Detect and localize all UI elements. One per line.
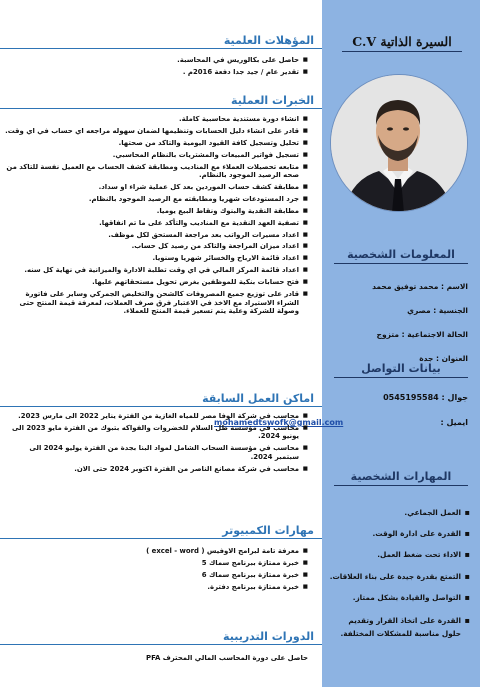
email-label: ايميل : — [440, 418, 468, 427]
personal-address: العنوان : جدة — [419, 354, 468, 363]
list-item: ■ اعداد ميزان المراجعة والتاكد من رصيد كل حساب. — [4, 242, 308, 250]
computer-skills-heading: مهارات الكمبيوتر — [0, 524, 322, 539]
personal-info-heading: المعلومات الشخصية — [334, 248, 468, 264]
list-item: ■ اعداد مسيرات الرواتب بعد مراجعة المستحق لكل موظف. — [4, 231, 308, 239]
cv-title: السيرة الذاتية C.V — [342, 34, 462, 52]
email-row — [441, 418, 469, 427]
courses-heading: الدورات التدريبية — [0, 630, 322, 645]
list-item: ■ اعداد قائمة المركز المالي في اي وقت تطلبة الادارة والميزانية في نهاية كل سنه. — [4, 266, 308, 274]
qualifications-heading: المؤهلات العلمية — [0, 34, 322, 49]
list-item: ■ فتح حسابات بنكية للموظفين بغرض تحويل مستحقاتهم عليها. — [4, 278, 308, 286]
personal-name: الاسم : محمد توفيق محمد — [372, 282, 468, 291]
list-item: ■ تقدير عام / جيد جدا دفعة 2016م . — [12, 68, 308, 76]
list-item: ■ قادر على توزيع جميع المصروفات كالشحن والتخليص الجمركي وساير على فاتورة الشراء الاستيراد مع الاخذ في الاعتبار فرق صرف العملات، لمعرفة قيمة المنتج حتى وصولة للشركة وعلية يتم تسعير قيمة المنتج للعملاء. — [4, 290, 308, 315]
list-item: ■ اعداد قائمة الارباح والخسائر شهريا وسنويا. — [4, 254, 308, 262]
list-item: ■ محاسب في مؤسسة ظل السلام للخضروات والفواكه بتبوك من الفترة مايو 2023 الى يونيو 2024. — [4, 424, 308, 441]
list-item: ■ خبرة ممتازة ببرنامج سماك 6 — [68, 571, 308, 579]
phone-number[interactable]: 0545195584 — [383, 393, 439, 402]
profile-photo — [330, 74, 468, 212]
list-item: ■ تسجيل فواتير المبيعات والمشتريات بالنظام المحاسبي. — [4, 151, 308, 159]
experience-heading: الخبرات العملية — [0, 94, 322, 109]
skills-list — [328, 508, 470, 652]
personal-nationality: الجنسية : مصري — [407, 306, 468, 315]
contact-heading: بيانات التواصل — [334, 362, 468, 378]
list-item: ■ محاسب في شركة مصانع الناصر من الفترة اكتوبر 2024 حتى الان. — [4, 465, 308, 473]
personal-marital-status: الحالة الاجتماعية : متزوج — [376, 330, 468, 339]
experience-list — [4, 115, 308, 319]
phone-row — [383, 393, 468, 402]
list-item: ▪ التواصل والقيادة بشكل ممتاز. — [328, 593, 470, 602]
list-item: ■ مطابقة كشف حساب الموردين بعد كل عملية شراء او سداد. — [4, 183, 308, 191]
list-item: ■ خبرة ممتازة ببرنامج دفترة. — [68, 583, 308, 591]
previous-jobs-heading: اماكن العمل السابقة — [0, 392, 322, 407]
list-item: ▪ العمل الجماعي. — [328, 508, 470, 517]
list-item: ■ قادر على انشاء دليل الحسابات وتنظيمها لضمان سهوله مراجعه اي حساب في اي وقت. — [4, 127, 308, 135]
qualifications-list — [12, 56, 308, 80]
computer-skills-list — [68, 547, 308, 595]
list-item: حاصل على دورة المحاسب المالي المحترف PFA — [146, 654, 308, 662]
list-item: ■ محاسب في شركة الوفا مصر للمياه الغازية من الفترة يناير 2022 الى مارس 2023. — [4, 412, 308, 420]
list-item: ■ انشاء دورة مستندية محاسبية كاملة. — [4, 115, 308, 123]
list-item: ■ معرفة تامة لبرامج الاوفيس ( excel - word ) — [68, 547, 308, 555]
list-item: ▪ الاداء تحت ضغط العمل. — [328, 550, 470, 559]
phone-label: جوال : — [441, 393, 468, 402]
list-item: ▪ التمتع بقدرة جيدة على بناء العلاقات. — [328, 572, 470, 581]
list-item: ■ جرد المستودعات شهريا ومطابقته مع الرصيد الموجود بالنظام. — [4, 195, 308, 203]
list-item: ■ متابعه تحصيلات العملاء مع المناديب ومطابقة كشف الحساب مع العميل نفسة للتاكد من صحه الرصيد الموجود بالنظام. — [4, 163, 308, 180]
previous-jobs-list — [4, 412, 308, 476]
list-item: ■ تحليل وتسجيل كافة القيود اليومية والتاكد من صحتها. — [4, 139, 308, 147]
list-item: ■ خبرة ممتازة ببرنامج سماك 5 — [68, 559, 308, 567]
list-item: ▪ القدرة على ادارة الوقت. — [328, 529, 470, 538]
list-item: ▪ القدرة على اتخاذ القرار وتقديم حلول مناسبة للمشكلات المختلفة. — [328, 614, 470, 640]
profile-photo-image — [330, 75, 467, 212]
courses-list — [68, 654, 308, 666]
list-item: ■ محاسب في مؤسسة السحاب الشامل لمواد البنا بجدة من الفترة يوليو 2024 الى سبتمبر 2024. — [4, 444, 308, 461]
list-item: ■ حاصل على بكالوريس في المحاسبة. — [12, 56, 308, 64]
list-item: ■ مطابقة النقدية والبنوك ونقاط البيع يوميا. — [4, 207, 308, 215]
skills-heading: المهارات الشخصية — [334, 470, 468, 486]
list-item: ■ تصفية العهد النقدية مع المناديب والتأكد على ما تم انفاقها. — [4, 219, 308, 227]
email-link[interactable]: mohamedtswofk@gmail.com — [214, 418, 344, 427]
